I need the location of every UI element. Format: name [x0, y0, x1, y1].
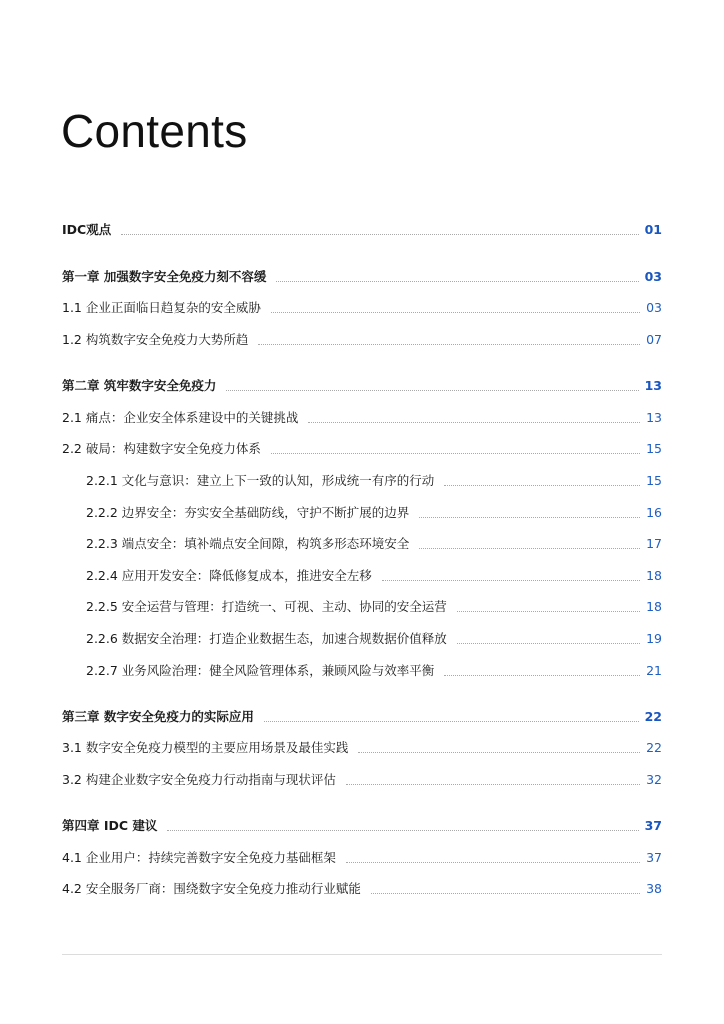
toc-entry-label: 2.2.1 文化与意识：建立上下一致的认知，形成统一有序的行动: [86, 473, 435, 488]
toc-leader-dots: [346, 764, 640, 785]
toc-entry-1-1[interactable]: [62, 298, 662, 318]
toc-entry-label: 2.2.7 业务风险治理：健全风险管理体系，兼顾风险与效率平衡: [86, 663, 435, 678]
toc-leader-dots: [444, 655, 640, 676]
page-title: Contents: [61, 105, 248, 157]
toc-entry-label: IDC观点: [62, 222, 112, 237]
toc-leader-dots: [358, 732, 640, 753]
toc-entry-page: 03: [644, 269, 662, 284]
toc-entry-page: 13: [644, 378, 662, 393]
toc-entry-chapter-1[interactable]: [62, 267, 662, 287]
toc-entry-page: 37: [646, 850, 662, 865]
toc-entry-page: 37: [644, 818, 662, 833]
toc-entry-label: 4.1 企业用户：持续完善数字安全免疫力基础框架: [62, 850, 336, 865]
toc-entry-label: 2.2.5 安全运营与管理：打造统一、可视、主动、协同的安全运营: [86, 599, 447, 614]
toc-leader-dots: [264, 701, 639, 722]
toc-entry-4-1[interactable]: [62, 848, 662, 868]
toc-entry-2-2-5[interactable]: [86, 597, 662, 617]
toc-entry-label: 2.2.6 数据安全治理：打造企业数据生态，加速合规数据价值释放: [86, 631, 447, 646]
toc-entry-label: 第一章 加强数字安全免疫力刻不容缓: [62, 269, 267, 284]
toc-entry-page: 01: [644, 222, 662, 237]
toc-leader-dots: [346, 842, 640, 863]
toc-entry-page: 13: [646, 410, 662, 425]
toc-entry-label: 3.1 数字安全免疫力模型的主要应用场景及最佳实践: [62, 740, 349, 755]
toc-entry-label: 2.1 痛点：企业安全体系建设中的关键挑战: [62, 410, 299, 425]
toc-entry-3-2[interactable]: [62, 770, 662, 790]
toc-leader-dots: [167, 810, 638, 831]
toc-leader-dots: [271, 292, 640, 313]
toc-entry-2-2[interactable]: [62, 439, 662, 459]
toc-entry-1-2[interactable]: [62, 330, 662, 350]
toc-leader-dots: [121, 214, 638, 235]
toc-entry-label: 1.1 企业正面临日趋复杂的安全威胁: [62, 300, 261, 315]
toc-entry-page: 18: [646, 599, 662, 614]
toc-entry-page: 17: [646, 536, 662, 551]
toc-entry-label: 2.2 破局：构建数字安全免疫力体系: [62, 441, 261, 456]
toc-entry-label: 第四章 IDC 建议: [62, 818, 158, 833]
toc-entry-page: 03: [646, 300, 662, 315]
toc-leader-dots: [457, 623, 640, 644]
toc-entry-page: 22: [646, 740, 662, 755]
toc-entry-page: 18: [646, 568, 662, 583]
toc-entry-page: 22: [644, 709, 662, 724]
toc-entry-label: 2.2.4 应用开发安全：降低修复成本，推进安全左移: [86, 568, 372, 583]
toc-entry-page: 16: [646, 505, 662, 520]
toc-entry-label: 第二章 筑牢数字安全免疫力: [62, 378, 217, 393]
toc-entry-label: 2.2.2 边界安全：夯实安全基础防线，守护不断扩展的边界: [86, 505, 410, 520]
toc-entry-2-2-1[interactable]: [86, 471, 662, 491]
toc-leader-dots: [371, 873, 640, 894]
toc-leader-dots: [258, 324, 640, 345]
toc-entry-chapter-4[interactable]: [62, 816, 662, 836]
toc-entry-label: 4.2 安全服务厂商：围绕数字安全免疫力推动行业赋能: [62, 881, 361, 896]
toc-entry-idc-viewpoint[interactable]: [62, 220, 662, 240]
toc-leader-dots: [271, 433, 640, 454]
toc-leader-dots: [444, 465, 640, 486]
toc-entry-page: 19: [646, 631, 662, 646]
toc-leader-dots: [457, 591, 640, 612]
toc-entry-2-2-3[interactable]: [86, 534, 662, 554]
toc-entry-2-1[interactable]: [62, 408, 662, 428]
toc-entry-2-2-7[interactable]: [86, 661, 662, 681]
toc-entry-page: 38: [646, 881, 662, 896]
toc-entry-label: 1.2 构筑数字安全免疫力大势所趋: [62, 332, 249, 347]
toc-entry-chapter-3[interactable]: [62, 707, 662, 727]
toc-entry-page: 07: [646, 332, 662, 347]
toc-entry-4-2[interactable]: [62, 879, 662, 899]
toc-leader-dots: [382, 560, 640, 581]
toc-leader-dots: [308, 402, 640, 423]
toc-entry-page: 21: [646, 663, 662, 678]
toc-entry-2-2-2[interactable]: [86, 503, 662, 523]
toc-entry-label: 3.2 构建企业数字安全免疫力行动指南与现状评估: [62, 772, 336, 787]
footer-divider: [62, 954, 662, 955]
toc-entry-chapter-2[interactable]: [62, 376, 662, 396]
toc-entry-page: 15: [646, 441, 662, 456]
toc-leader-dots: [419, 528, 640, 549]
toc-entry-2-2-6[interactable]: [86, 629, 662, 649]
toc-leader-dots: [276, 261, 638, 282]
toc-entry-page: 15: [646, 473, 662, 488]
toc-entry-label: 2.2.3 端点安全：填补端点安全间隙，构筑多形态环境安全: [86, 536, 410, 551]
toc-entry-page: 32: [646, 772, 662, 787]
toc-leader-dots: [226, 370, 638, 391]
toc-entry-label: 第三章 数字安全免疫力的实际应用: [62, 709, 254, 724]
toc-entry-3-1[interactable]: [62, 738, 662, 758]
toc-leader-dots: [419, 497, 640, 518]
toc-entry-2-2-4[interactable]: [86, 566, 662, 586]
